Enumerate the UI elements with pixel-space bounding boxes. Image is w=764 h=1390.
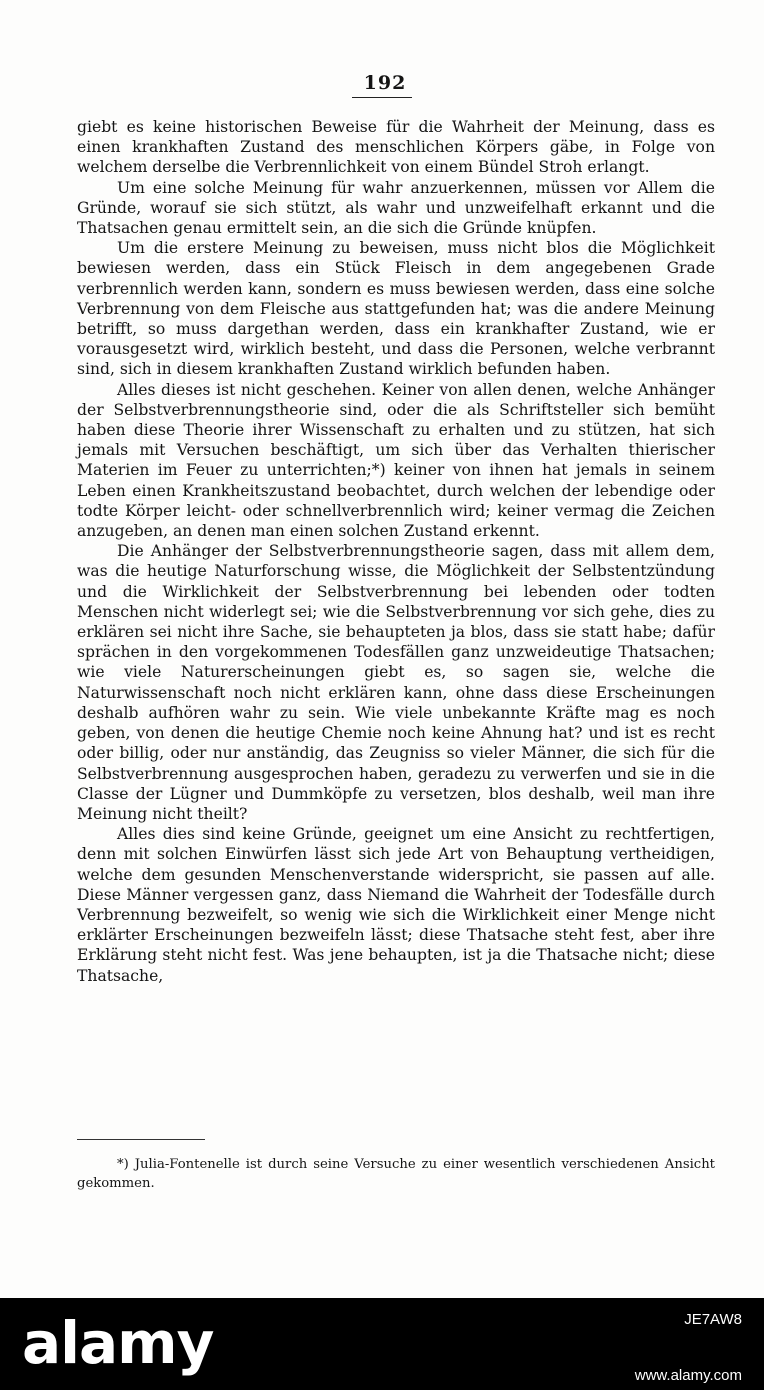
paragraph-3: Um die erstere Meinung zu beweisen, muss nicht blos die Möglichkeit bewiesen werden, dass ein Stück Fleisch in dem angegebenen Grade verbrennlich werden kann, sondern es muss bewiesen werden, dass eine solche Verbrennung von dem Fleische aus stattgefunden hat; was die andere Meinung betrifft, so muss dargethan werden, dass ein krankhafter Zustand, wie er vorausgesetzt wird, wirklich besteht, und dass die Personen, welche verbrannt sind, sich in diesem krankhaften Zustand wirklich befunden haben.: [77, 239, 715, 379]
image-id: JE7AW8: [684, 1311, 742, 1328]
paragraph-5: Die Anhänger der Selbstverbrennungstheorie sagen, dass mit allem dem, was die heutige Naturforschung wisse, die Möglichkeit der Selbstentzündung und die Wirklichkeit der Selbstverbrennung bei lebenden oder todten Menschen nicht widerlegt sei; wie die Selbstverbrennung vor sich gehe, dies zu erklären sei nicht ihre Sache, sie behaupteten ja blos, dass sie statt habe; dafür sprächen in den vorgekommenen Todesfällen ganz unzweideutige Thatsachen; wie viele Naturerscheinungen giebt es, so sagen sie, welche die Naturwissenschaft noch nicht erklären kann, ohne dass diese Erscheinungen deshalb aufhören wahr zu sein. Wie viele unbekannte Kräfte mag es noch geben, von denen die heutige Chemie noch keine Ahnung hat? und ist es recht oder billig, oder nur anständig, das Zeugniss so vieler Männer, die sich für die Selbstverbrennung ausgesprochen haben, geradezu zu verwerfen und sie in die Classe der Lügner und Dummköpfe zu versetzen, blos deshalb, weil man ihre Meinung nicht theilt?: [77, 542, 715, 823]
body-text: [77, 117, 715, 986]
footnote: *) Julia-Fontenelle ist durch seine Versuche zu einer wesentlich verschiedenen Ansicht gekommen.: [77, 1157, 715, 1191]
site-url: www.alamy.com: [634, 1367, 742, 1384]
footnote-rule: [77, 1139, 205, 1140]
paragraph-6: Alles dies sind keine Gründe, geeignet um eine Ansicht zu rechtfertigen, denn mit solchen Einwürfen lässt sich jede Art von Behauptung vertheidigen, welche dem gesunden Menschenverstande widerspricht, sie passen auf alle. Diese Männer vergessen ganz, dass Niemand die Wahrheit der Todesfälle durch Verbrennung bezweifelt, so wenig wie sich die Wirklichkeit einer Menge nicht erklärter Erscheinungen bezweifeln lässt; diese Thatsache steht fest, aber ihre Erklärung steht nicht fest. Was jene behaupten, ist ja die Thatsache nicht; diese Thatsache,: [77, 825, 715, 985]
footer-meta: [492, 1306, 742, 1386]
paragraph-2: Um eine solche Meinung für wahr anzuerkennen, müssen vor Allem die Gründe, worauf sie sich stützt, als wahr und unzweifelhaft erkannt und die Thatsachen genau ermittelt sein, an die sich die Gründe knüpfen.: [77, 178, 715, 238]
paragraph-4: Alles dieses ist nicht geschehen. Keiner von allen denen, welche Anhänger der Selbstverbrennungstheorie sind, oder die als Schriftsteller sich bemüht haben diese Theorie ihrer Wissenschaft zu erhalten und zu stützen, hat sich jemals mit Versuchen beschäftigt, um sich über das Verhalten thierischer Materien im Feuer zu unterrichten;*) keiner von ihnen hat jemals in seinem Leben einen Krankheitszustand beobachtet, durch welchen der lebendige oder todte Körper leicht- oder schnellverbrennlich wird; keiner vermag die Zeichen anzugeben, an denen man einen solchen Zustand erkennt.: [77, 380, 715, 541]
page-number-rule: [352, 97, 412, 98]
page-number: 192: [363, 72, 407, 94]
alamy-logo: alamy: [22, 1309, 214, 1377]
paragraph-1: giebt es keine historischen Beweise für die Wahrheit der Meinung, dass es einen krankhaften Zustand des menschlichen Körpers gäbe, in Folge von welchem derselbe die Verbrennlichkeit von einem Bündel Stroh erlangt.: [77, 118, 715, 177]
